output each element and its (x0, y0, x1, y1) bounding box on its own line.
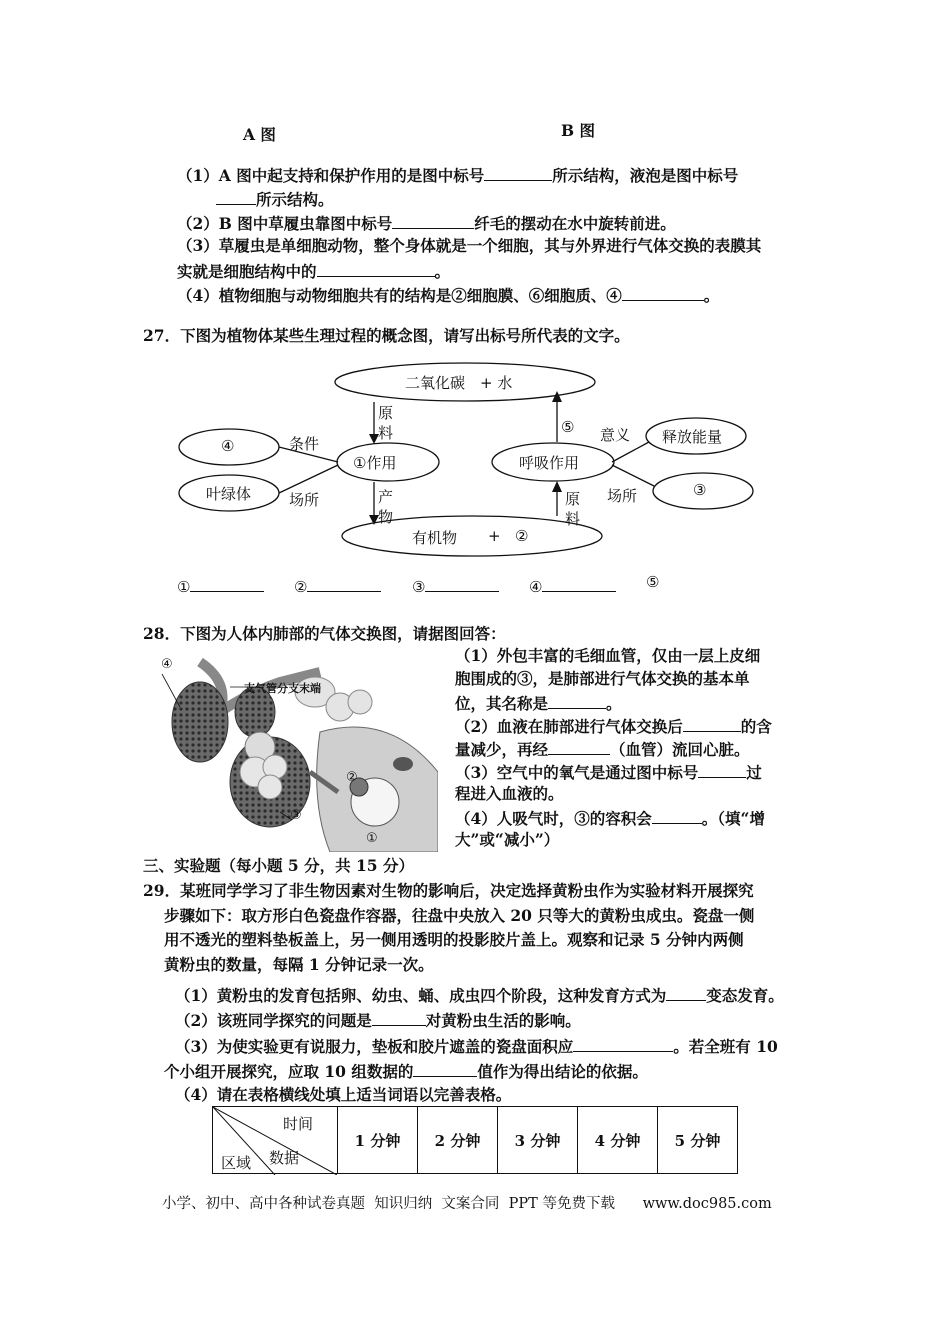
q29-item2 (175, 1007, 581, 1033)
q28-line-end: 。 (606, 694, 622, 713)
q28-line-text: （2）血液在肺部进行气体交换后 (455, 717, 683, 736)
q28-line-text: 位，其名称是 (455, 694, 549, 713)
q29-item2-post: 对黄粉虫生活的影响。 (425, 1011, 581, 1030)
fig-mark-3: ③ (290, 808, 302, 823)
answer-blank[interactable] (425, 573, 499, 592)
fig-bronchiole-label: 支气管分支末端 (244, 682, 321, 695)
corner-region: 区域 (221, 1154, 252, 1172)
q29-item3-line2-post: 值作为得出结论的依据。 (477, 1062, 648, 1081)
q28-line (455, 736, 772, 759)
node-photosynthesis-label: ①作用 (353, 454, 397, 472)
label-raw-2b: 料 (565, 510, 581, 528)
answer-blank[interactable] (542, 573, 616, 592)
answer-blank[interactable] (190, 573, 264, 592)
table-col-header: 5 分钟 (658, 1107, 738, 1174)
q26-item4-end: 。 (703, 286, 720, 305)
answer-2 (294, 573, 381, 596)
q29-stem-line: 黄粉虫的数量，每隔 1 分钟记录一次。 (164, 954, 434, 974)
answer-5-label: ⑤ (646, 573, 660, 591)
data-table (212, 1106, 738, 1174)
q29-item3-text: （3）为使实验更有说服力，垫板和胶片遮盖的瓷盘面积应 (175, 1037, 574, 1056)
label-place-left: 场所 (289, 491, 320, 509)
q29-stem-line: 29．某班同学学习了非生物因素对生物的影响后，决定选择黄粉虫作为实验材料开展探究 (143, 881, 754, 900)
q28-line-end: 。（填“增 (701, 809, 765, 828)
q26-item3-end: 。 (434, 262, 451, 281)
fig-mark-1: ① (366, 831, 378, 846)
answer-4 (529, 573, 616, 596)
q28-line (455, 805, 772, 828)
answer-4-label: ④ (529, 578, 543, 596)
table-col-header: 4 分钟 (578, 1107, 658, 1174)
figure-a-label: A 图 (243, 125, 276, 144)
q26-item2-post: 纤毛的摆动在水中旋转前进。 (474, 214, 676, 233)
answer-1-label: ① (177, 578, 191, 596)
q26-item2-text: （2）B 图中草履虫靠图中标号 (177, 214, 393, 233)
node-3-label: ③ (693, 481, 707, 499)
concept-map (0, 0, 950, 620)
q29-item3-line2: 个小组开展探究，应取 10 组数据的 (164, 1062, 414, 1081)
answer-blank[interactable] (573, 1033, 673, 1052)
q28-line (455, 690, 772, 713)
corner-time: 时间 (283, 1115, 314, 1133)
q28-line-end: 过 (746, 763, 762, 782)
q28-text-block (455, 644, 772, 851)
answer-blank[interactable] (307, 573, 381, 592)
q26-item3-line1: （3）草履虫是单细胞动物，整个身体就是一个细胞，其与外界进行气体交换的表膜其 (177, 236, 762, 255)
q28-line: （1）外包丰富的毛细血管，仅由一层上皮细 (455, 646, 761, 665)
page-footer: 小学、初中、高中各种试卷真题 知识归纳 文案合同 PPT 等免费下载 www.doc985.com (162, 1196, 772, 1212)
node-organic-plus: + (488, 527, 501, 545)
q28-line: 胞围成的③，是肺部进行气体交换的基本单 (455, 669, 750, 688)
node-co2-water-label: 二氧化碳 + 水 (405, 374, 513, 392)
label-place-right: 场所 (607, 487, 638, 505)
q29-item3-post: 。若全班有 10 (673, 1037, 778, 1056)
q26-item1-post: 所示结构。 (256, 190, 334, 209)
fig-mark-2: ② (346, 770, 358, 785)
q28-line (455, 759, 772, 782)
table-col-header: 2 分钟 (418, 1107, 498, 1174)
table-col-header: 3 分钟 (498, 1107, 578, 1174)
answer-blank[interactable] (652, 805, 702, 824)
answer-3 (412, 573, 499, 596)
q28-line-end: 的含 (740, 717, 772, 736)
label-5: ⑤ (561, 418, 575, 436)
q29-item3 (175, 1033, 778, 1059)
q28-line-text: （3）空气中的氧气是通过图中标号 (455, 763, 699, 782)
label-raw-1b: 料 (378, 424, 394, 442)
answer-3-label: ③ (412, 578, 426, 596)
q28-line-end: （血管）流回心脏。 (610, 740, 750, 759)
answer-blank[interactable] (666, 982, 706, 1001)
label-raw-material-2 (565, 489, 580, 529)
label-prod-b: 物 (378, 508, 394, 526)
q29-stem (143, 879, 754, 977)
label-prod-a: 产 (378, 488, 394, 506)
fig-mark-4: ④ (161, 657, 173, 672)
q28-line-text: 量减少，再经 (455, 740, 549, 759)
node-4-label: ④ (221, 437, 235, 455)
q28-line-text: （4）人吸气时，③的容积会 (455, 809, 652, 828)
answer-blank[interactable] (698, 759, 746, 778)
q26-item1-mid: 所示结构，液泡是图中标号 (552, 166, 739, 185)
answer-blank[interactable] (548, 736, 610, 755)
label-raw-2a: 原 (565, 490, 581, 508)
q26-item3-text: 实就是细胞结构中的 (177, 262, 317, 281)
node-energy-label: 释放能量 (662, 428, 723, 446)
table-col-header: 1 分钟 (338, 1107, 418, 1174)
q29-item1-post: 变态发育。 (706, 986, 784, 1005)
q28-stem: 28．下图为人体内肺部的气体交换图，请据图回答： (143, 624, 506, 643)
q29-item4: （4）请在表格横线处填上适当词语以完善表格。 (175, 1085, 512, 1104)
node-organic-label: 有机物 (412, 529, 458, 547)
label-raw-1a: 原 (378, 404, 394, 422)
answer-2-label: ② (294, 578, 308, 596)
node-chloroplast-label: 叶绿体 (206, 485, 252, 503)
q29-item1 (175, 982, 784, 1008)
q28-line (455, 713, 772, 736)
answer-blank[interactable] (372, 1007, 426, 1026)
q29-stem-line: 用不透光的塑料垫板盖上，另一侧用透明的投影胶片盖上。观察和记录 5 分钟内两侧 (164, 930, 744, 949)
section3-heading: 三、实验题（每小题 5 分，共 15 分） (143, 856, 414, 875)
label-raw-material-1 (378, 403, 393, 443)
q26-item1-text: （1）A 图中起支持和保护作用的是图中标号 (177, 166, 485, 185)
answer-blank[interactable] (548, 690, 606, 709)
q26-item4-text: （4）植物细胞与动物细胞共有的结构是②细胞膜、⑥细胞质、④ (177, 286, 622, 305)
answer-blank[interactable] (683, 713, 741, 732)
q27-stem: 27．下图为植物体某些生理过程的概念图，请写出标号所代表的文字。 (143, 326, 630, 345)
figure-b-label: B 图 (561, 121, 595, 140)
label-meaning: 意义 (600, 426, 631, 444)
answer-1 (177, 573, 264, 596)
q28-line: 大”或“减小”） (455, 830, 560, 849)
answer-5 (646, 573, 659, 591)
q29-item1-text: （1）黄粉虫的发育包括卵、幼虫、蛹、成虫四个阶段，这种发育方式为 (175, 986, 667, 1005)
corner-data: 数据 (269, 1149, 300, 1167)
q29-item2-text: （2）该班同学探究的问题是 (175, 1011, 372, 1030)
node-respiration-label: 呼吸作用 (519, 454, 580, 472)
table-corner-cell (213, 1107, 338, 1174)
answer-blank[interactable] (413, 1058, 477, 1077)
node-organic-number: ② (515, 527, 529, 545)
q29-stem-line: 步骤如下：取方形白色瓷盘作容器，往盘中央放入 20 只等大的黄粉虫成虫。瓷盘一侧 (164, 905, 755, 925)
q28-line: 程进入血液的。 (455, 784, 564, 803)
q29-item3-cont (164, 1058, 648, 1084)
label-product (378, 487, 393, 527)
label-condition: 条件 (289, 435, 320, 453)
